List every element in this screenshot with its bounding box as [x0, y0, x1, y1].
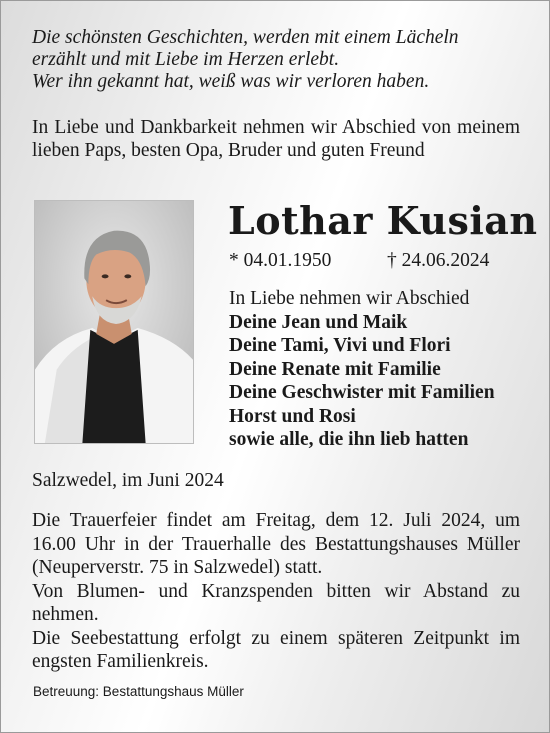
funeral-details — [32, 509, 520, 674]
mourners-list — [229, 287, 529, 452]
poem-line: Wer ihn gekannt hat, weiß was wir verloren haben. — [32, 71, 430, 92]
poem-line: erzählt und mit Liebe im Herzen erlebt. — [32, 49, 340, 70]
funeral-home-credit: Betreuung: Bestattungshaus Müller — [33, 684, 244, 699]
birth-date: * 04.01.1950 — [229, 250, 332, 271]
burial-note: Die Seebestattung erfolgt zu einem späteren Zeitpunkt im engsten Familienkreis. — [32, 627, 520, 672]
poem-line: Die schönsten Geschichten, werden mit einem Lächeln — [32, 27, 459, 48]
mourners-lead: In Liebe nehmen wir Abschied — [229, 288, 470, 309]
portrait-illustration — [35, 201, 193, 443]
deceased-name: Lothar Kusian — [228, 198, 538, 243]
life-dates — [229, 250, 511, 274]
portrait-photo — [34, 200, 194, 444]
place-date: Salzwedel, im Juni 2024 — [32, 470, 224, 491]
mourner-names — [229, 311, 529, 452]
farewell-intro: In Liebe und Dankbarkeit nehmen wir Abschied von meinem lieben Paps, besten Opa, Bruder und guten Freund — [32, 117, 520, 161]
mourner-item: Deine Geschwister mit Familien — [229, 382, 495, 403]
death-date: † 24.06.2024 — [387, 250, 490, 271]
mourner-item: Horst und Rosi — [229, 405, 356, 427]
mourner-item: Deine Jean und Maik — [229, 311, 408, 333]
mourner-item: Deine Tami, Vivi und Flori — [229, 335, 451, 356]
funeral-info: Die Trauerfeier findet am Freitag, dem 12. Juli 2024, um 16.00 Uhr in der Trauerhalle des Bestattungshauses Müller (Neuperverstr. 75 in Salzwedel) statt. — [32, 510, 520, 578]
memorial-poem — [32, 27, 532, 93]
mourner-item: Deine Renate mit Familie — [229, 358, 441, 380]
mourner-item: sowie alle, die ihn lieb hatten — [229, 429, 469, 450]
flowers-note: Von Blumen- und Kranzspenden bitten wir Abstand zu nehmen. — [32, 580, 520, 625]
